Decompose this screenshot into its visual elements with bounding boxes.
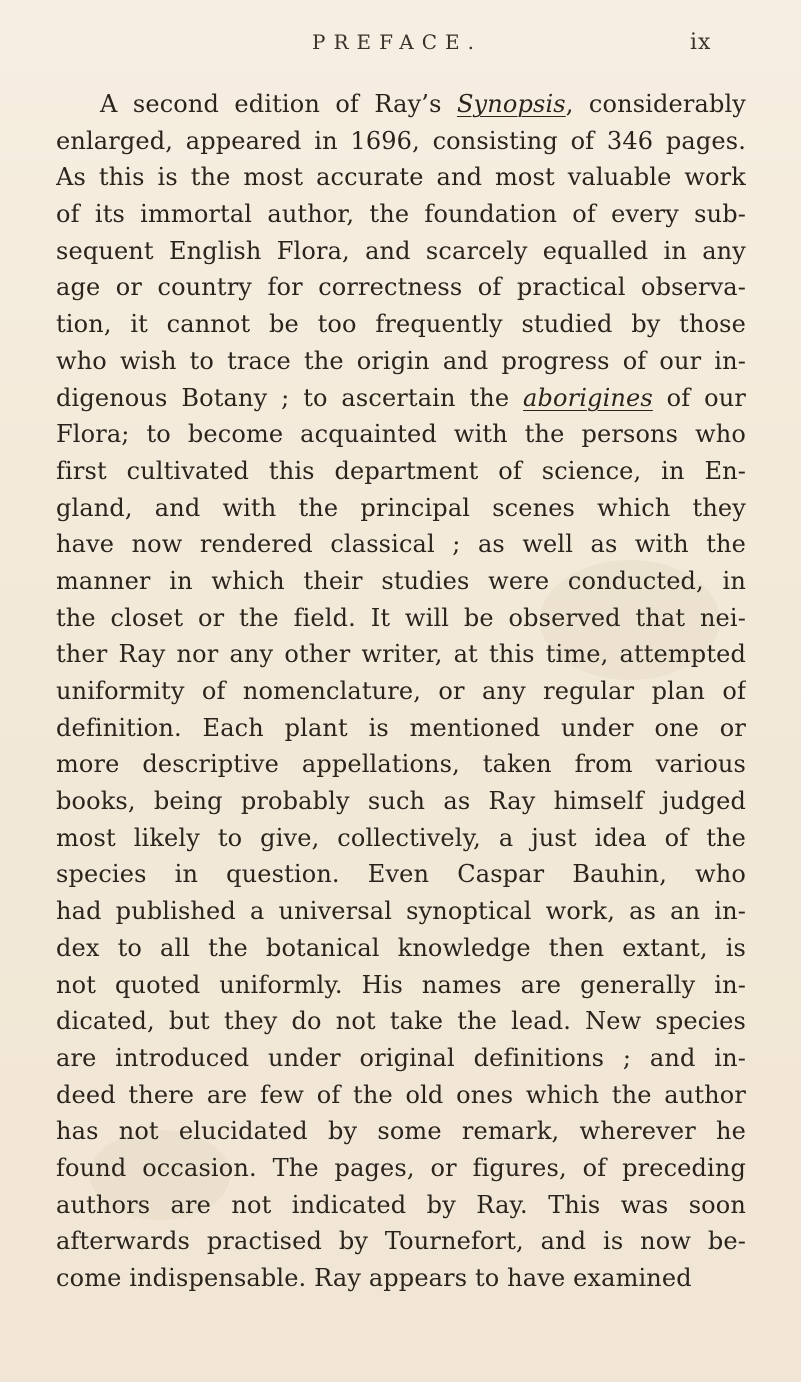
text-line: has not elucidated by some remark, wherever he <box>56 1117 746 1146</box>
text-line: had published a universal synoptical work, as an in- <box>56 897 746 926</box>
text-line: are introduced under original definitions ; and in- <box>56 1043 746 1072</box>
text-line: authors are not indicated by Ray. This was soon <box>56 1190 746 1219</box>
text-line: have now rendered classical ; as well as with the <box>56 530 746 559</box>
running-header <box>0 30 801 60</box>
text-line <box>56 380 746 417</box>
text-fragment: of our <box>652 383 746 412</box>
text-line: who wish to trace the origin and progress of our in- <box>56 346 746 375</box>
italic-title-synopsis: Synopsis <box>456 90 566 118</box>
text-line <box>56 86 746 123</box>
text-line: uniformity of nomenclature, or any regular plan of <box>56 677 746 705</box>
text-line: dex to all the botanical knowledge then extant, is <box>56 933 746 962</box>
text-line: more descriptive appellations, taken from various <box>56 750 746 779</box>
text-line: come indispensable. Ray appears to have examined <box>56 1264 692 1292</box>
text-fragment: A second edition of Ray’s <box>100 90 457 118</box>
text-line: tion, it cannot be too frequently studied by those <box>56 310 746 339</box>
text-line: first cultivated this department of science, in En- <box>56 456 746 485</box>
text-line: the closet or the field. It will be observed that nei- <box>56 603 746 632</box>
text-line: species in question. Even Caspar Bauhin, who <box>56 860 746 889</box>
text-fragment: , considerably <box>565 90 746 118</box>
text-line: manner in which their studies were conducted, in <box>56 566 746 595</box>
text-line: most likely to give, collectively, a just idea of the <box>56 823 746 852</box>
text-line: books, being probably such as Ray himself judged <box>56 787 746 816</box>
text-line: afterwards practised by Tournefort, and is now be- <box>56 1227 746 1256</box>
text-line: definition. Each plant is mentioned under one or <box>56 713 746 742</box>
text-line: age or country for correctness of practical observa- <box>56 273 746 302</box>
running-title: PREFACE. <box>312 30 482 54</box>
text-line: Flora; to become acquainted with the persons who <box>56 420 746 449</box>
text-line: ther Ray nor any other writer, at this time, attempted <box>56 640 746 669</box>
italic-word-aborigines: aborigines <box>523 383 653 412</box>
text-line: gland, and with the principal scenes which they <box>56 493 746 522</box>
text-line: found occasion. The pages, or figures, of preceding <box>56 1153 746 1182</box>
text-line: deed there are few of the old ones which the author <box>56 1080 746 1109</box>
page-number: ix <box>690 30 712 55</box>
text-line: sequent English Flora, and scarcely equalled in any <box>56 236 746 265</box>
text-fragment: digenous Botany ; to ascertain the <box>56 383 524 412</box>
preface-paragraph <box>56 86 746 1297</box>
text-line: of its immortal author, the foundation of every sub- <box>56 200 746 229</box>
text-line: As this is the most accurate and most valuable work <box>56 163 746 192</box>
text-line: not quoted uniformly. His names are generally in- <box>56 970 746 999</box>
text-line: enlarged, appeared in 1696, consisting of 346 pages. <box>56 126 746 155</box>
text-line: dicated, but they do not take the lead. New species <box>56 1007 746 1036</box>
